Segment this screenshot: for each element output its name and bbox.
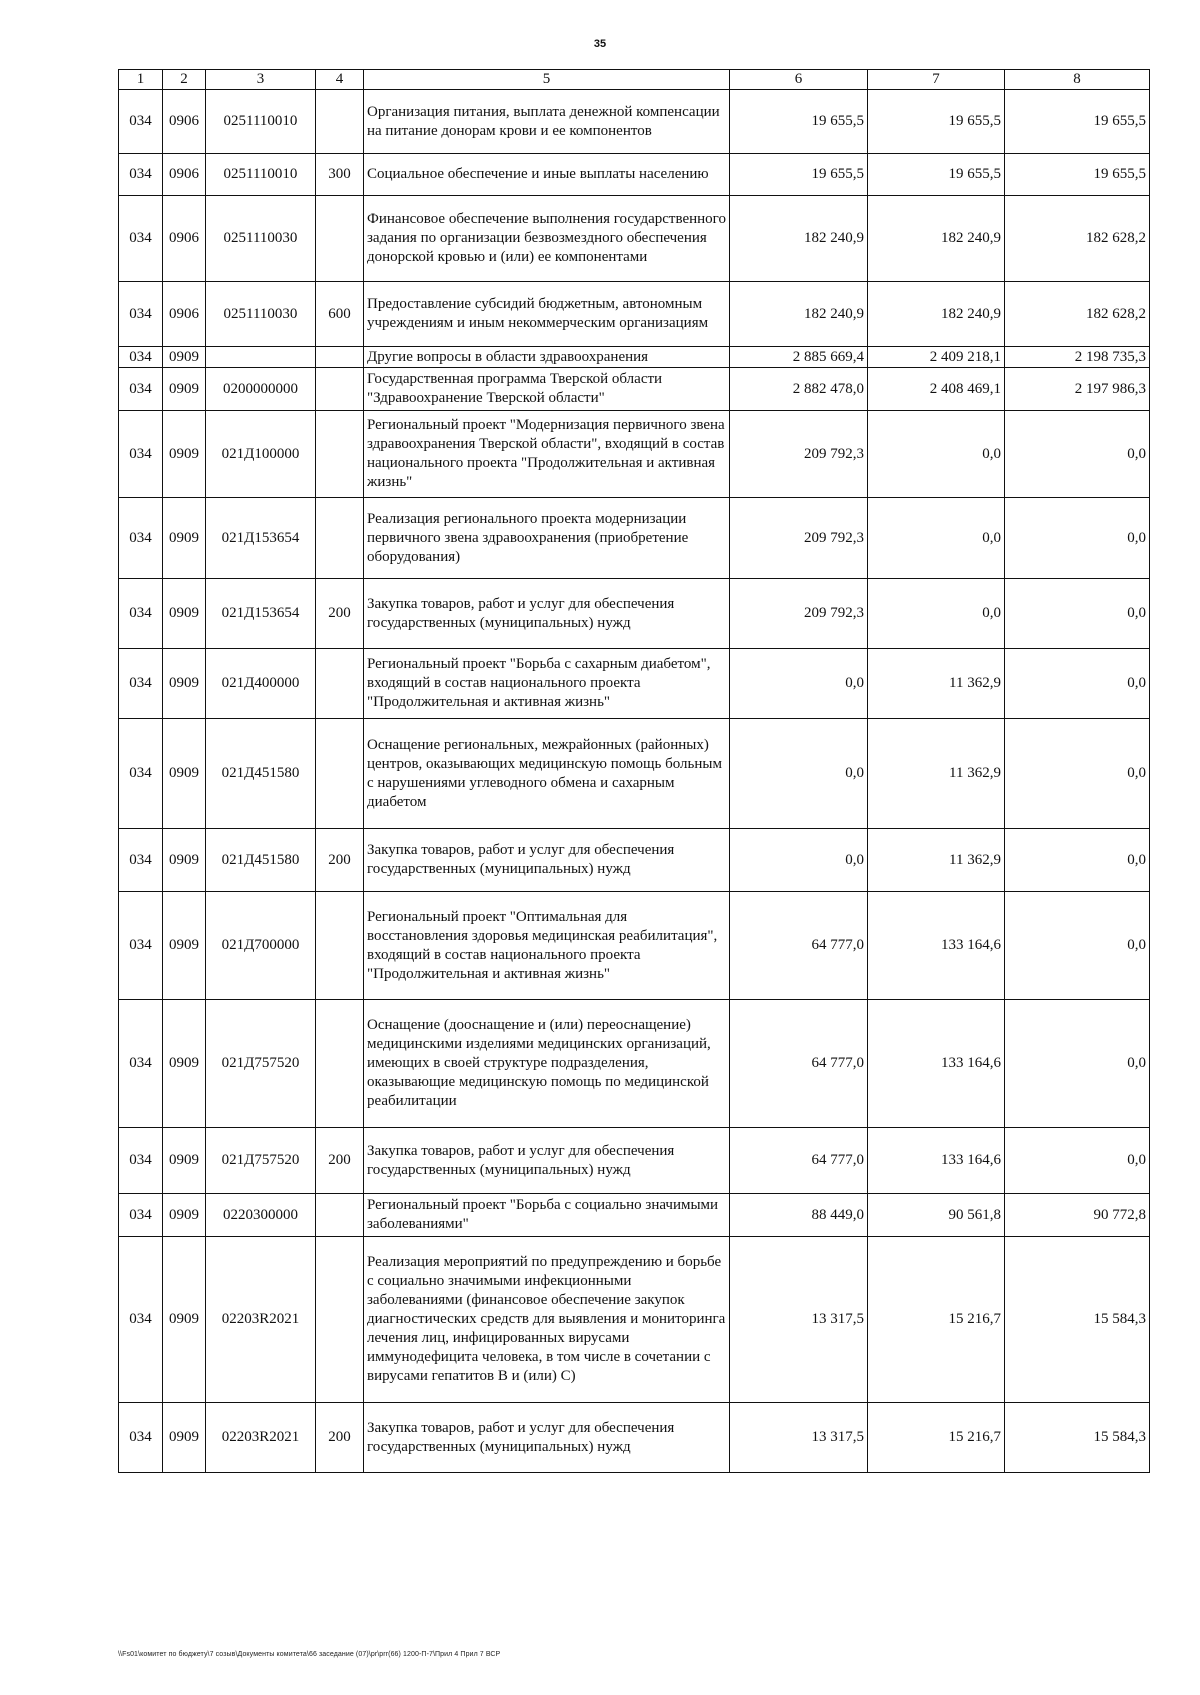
expense-type-code (316, 368, 364, 411)
item-description: Предоставление субсидий бюджетным, автономным учреждениям и иным некоммерческим организациям (364, 282, 730, 347)
table-row (119, 649, 1150, 719)
amount-col-7: 0,0 (868, 411, 1005, 498)
column-header: 1 (119, 70, 163, 90)
item-description: Оснащение региональных, межрайонных (районных) центров, оказывающих медицинскую помощь больным с нарушениями углеводного обмена и сахарным диабетом (364, 719, 730, 829)
ministry-code: 034 (119, 411, 163, 498)
amount-col-8: 15 584,3 (1005, 1403, 1150, 1473)
amount-col-6: 209 792,3 (730, 579, 868, 649)
target-article-code: 02203R2021 (206, 1237, 316, 1403)
amount-col-7: 11 362,9 (868, 719, 1005, 829)
item-description: Закупка товаров, работ и услуг для обеспечения государственных (муниципальных) нужд (364, 1403, 730, 1473)
item-description: Закупка товаров, работ и услуг для обеспечения государственных (муниципальных) нужд (364, 579, 730, 649)
item-description: Организация питания, выплата денежной компенсации на питание донорам крови и ее компонентов (364, 90, 730, 154)
amount-col-7: 0,0 (868, 498, 1005, 579)
ministry-code: 034 (119, 892, 163, 1000)
amount-col-7: 133 164,6 (868, 1128, 1005, 1194)
amount-col-8: 0,0 (1005, 411, 1150, 498)
expense-type-code: 200 (316, 1403, 364, 1473)
ministry-code: 034 (119, 1237, 163, 1403)
column-header: 3 (206, 70, 316, 90)
ministry-code: 034 (119, 282, 163, 347)
section-code: 0909 (163, 1403, 206, 1473)
amount-col-6: 0,0 (730, 649, 868, 719)
amount-col-7: 182 240,9 (868, 282, 1005, 347)
amount-col-6: 0,0 (730, 719, 868, 829)
amount-col-7: 133 164,6 (868, 892, 1005, 1000)
amount-col-6: 19 655,5 (730, 90, 868, 154)
table-row (119, 90, 1150, 154)
target-article-code: 021Д153654 (206, 579, 316, 649)
table-row (119, 1000, 1150, 1128)
table-row (119, 1128, 1150, 1194)
target-article-code: 021Д757520 (206, 1000, 316, 1128)
column-header: 7 (868, 70, 1005, 90)
column-header: 2 (163, 70, 206, 90)
amount-col-8: 0,0 (1005, 649, 1150, 719)
expense-type-code: 200 (316, 1128, 364, 1194)
target-article-code: 021Д451580 (206, 719, 316, 829)
section-code: 0909 (163, 1000, 206, 1128)
ministry-code: 034 (119, 498, 163, 579)
amount-col-8: 2 198 735,3 (1005, 347, 1150, 368)
target-article-code: 021Д400000 (206, 649, 316, 719)
table-row (119, 1403, 1150, 1473)
amount-col-7: 2 409 218,1 (868, 347, 1005, 368)
section-code: 0906 (163, 90, 206, 154)
section-code: 0909 (163, 368, 206, 411)
item-description: Социальное обеспечение и иные выплаты населению (364, 154, 730, 196)
section-code: 0906 (163, 196, 206, 282)
column-header: 8 (1005, 70, 1150, 90)
amount-col-8: 0,0 (1005, 1000, 1150, 1128)
amount-col-6: 2 882 478,0 (730, 368, 868, 411)
target-article-code (206, 347, 316, 368)
amount-col-8: 0,0 (1005, 892, 1150, 1000)
section-code: 0906 (163, 154, 206, 196)
amount-col-6: 64 777,0 (730, 1000, 868, 1128)
amount-col-8: 15 584,3 (1005, 1237, 1150, 1403)
amount-col-6: 209 792,3 (730, 498, 868, 579)
amount-col-8: 2 197 986,3 (1005, 368, 1150, 411)
section-code: 0909 (163, 892, 206, 1000)
expense-type-code (316, 892, 364, 1000)
ministry-code: 034 (119, 1128, 163, 1194)
column-number-row (119, 70, 1150, 90)
expense-type-code (316, 411, 364, 498)
amount-col-8: 0,0 (1005, 498, 1150, 579)
item-description: Финансовое обеспечение выполнения государственного задания по организации безвозмездного обеспечения донорской кровью и (или) ее компонентами (364, 196, 730, 282)
ministry-code: 034 (119, 579, 163, 649)
target-article-code: 0251110030 (206, 196, 316, 282)
item-description: Региональный проект "Модернизация первичного звена здравоохранения Тверской области", входящий в состав национального проекта "Продолжительная и активная жизнь" (364, 411, 730, 498)
ministry-code: 034 (119, 829, 163, 892)
amount-col-6: 182 240,9 (730, 282, 868, 347)
section-code: 0909 (163, 498, 206, 579)
item-description: Региональный проект "Борьба с социально значимыми заболеваниями" (364, 1194, 730, 1237)
expense-type-code (316, 498, 364, 579)
amount-col-6: 13 317,5 (730, 1403, 868, 1473)
item-description: Региональный проект "Оптимальная для восстановления здоровья медицинская реабилитация", входящий в состав национального проекта "Продолжительная и активная жизнь" (364, 892, 730, 1000)
amount-col-7: 11 362,9 (868, 649, 1005, 719)
ministry-code: 034 (119, 1194, 163, 1237)
ministry-code: 034 (119, 1000, 163, 1128)
table-row (119, 719, 1150, 829)
expense-type-code: 200 (316, 579, 364, 649)
amount-col-6: 0,0 (730, 829, 868, 892)
table-row (119, 892, 1150, 1000)
item-description: Реализация регионального проекта модернизации первичного звена здравоохранения (приобретение оборудования) (364, 498, 730, 579)
budget-table (118, 69, 1150, 1473)
amount-col-7: 15 216,7 (868, 1237, 1005, 1403)
amount-col-6: 64 777,0 (730, 1128, 868, 1194)
section-code: 0909 (163, 649, 206, 719)
section-code: 0909 (163, 1128, 206, 1194)
target-article-code: 021Д100000 (206, 411, 316, 498)
column-header: 5 (364, 70, 730, 90)
item-description: Реализация мероприятий по предупреждению и борьбе с социально значимыми инфекционными заболеваниями (финансовое обеспечение закупок диагностических средств для выявления и мониторинга лечения лиц, инфицированных вирусами иммунодефицита человека, в том числе в сочетании с вирусами гепатитов B и (или) C) (364, 1237, 730, 1403)
amount-col-7: 19 655,5 (868, 154, 1005, 196)
section-code: 0909 (163, 1194, 206, 1237)
amount-col-8: 90 772,8 (1005, 1194, 1150, 1237)
footer-file-path: \\Fs01\комитет по бюджету\7 созыв\Документы комитета\66 заседание (07)\pr\prr(66) 1200-П-7\Прил 4 Прил 7 ВСР (118, 1651, 501, 1658)
ministry-code: 034 (119, 649, 163, 719)
amount-col-8: 19 655,5 (1005, 90, 1150, 154)
target-article-code: 0200000000 (206, 368, 316, 411)
table-row (119, 411, 1150, 498)
amount-col-8: 19 655,5 (1005, 154, 1150, 196)
amount-col-6: 19 655,5 (730, 154, 868, 196)
ministry-code: 034 (119, 154, 163, 196)
amount-col-7: 2 408 469,1 (868, 368, 1005, 411)
expense-type-code (316, 1237, 364, 1403)
amount-col-6: 209 792,3 (730, 411, 868, 498)
target-article-code: 021Д451580 (206, 829, 316, 892)
amount-col-8: 0,0 (1005, 1128, 1150, 1194)
amount-col-6: 64 777,0 (730, 892, 868, 1000)
item-description: Другие вопросы в области здравоохранения (364, 347, 730, 368)
table-row (119, 347, 1150, 368)
section-code: 0909 (163, 829, 206, 892)
expense-type-code (316, 719, 364, 829)
expense-type-code (316, 196, 364, 282)
target-article-code: 0251110010 (206, 90, 316, 154)
amount-col-8: 182 628,2 (1005, 196, 1150, 282)
target-article-code: 0251110010 (206, 154, 316, 196)
ministry-code: 034 (119, 368, 163, 411)
amount-col-7: 0,0 (868, 579, 1005, 649)
page-number: 35 (593, 38, 607, 50)
amount-col-6: 182 240,9 (730, 196, 868, 282)
section-code: 0909 (163, 347, 206, 368)
amount-col-7: 11 362,9 (868, 829, 1005, 892)
expense-type-code: 200 (316, 829, 364, 892)
table-row (119, 1194, 1150, 1237)
item-description: Закупка товаров, работ и услуг для обеспечения государственных (муниципальных) нужд (364, 829, 730, 892)
target-article-code: 02203R2021 (206, 1403, 316, 1473)
amount-col-7: 19 655,5 (868, 90, 1005, 154)
amount-col-7: 133 164,6 (868, 1000, 1005, 1128)
amount-col-7: 182 240,9 (868, 196, 1005, 282)
item-description: Региональный проект "Борьба с сахарным диабетом", входящий в состав национального проекта "Продолжительная и активная жизнь" (364, 649, 730, 719)
target-article-code: 021Д153654 (206, 498, 316, 579)
expense-type-code (316, 649, 364, 719)
ministry-code: 034 (119, 1403, 163, 1473)
table-row (119, 368, 1150, 411)
expense-type-code: 300 (316, 154, 364, 196)
table-row (119, 579, 1150, 649)
expense-type-code (316, 347, 364, 368)
amount-col-6: 88 449,0 (730, 1194, 868, 1237)
table-row (119, 829, 1150, 892)
expense-type-code (316, 1000, 364, 1128)
amount-col-6: 2 885 669,4 (730, 347, 868, 368)
section-code: 0906 (163, 282, 206, 347)
ministry-code: 034 (119, 196, 163, 282)
target-article-code: 021Д757520 (206, 1128, 316, 1194)
table-row (119, 282, 1150, 347)
target-article-code: 0251110030 (206, 282, 316, 347)
table-row (119, 1237, 1150, 1403)
ministry-code: 034 (119, 719, 163, 829)
expense-type-code: 600 (316, 282, 364, 347)
amount-col-8: 182 628,2 (1005, 282, 1150, 347)
amount-col-6: 13 317,5 (730, 1237, 868, 1403)
column-header: 4 (316, 70, 364, 90)
item-description: Оснащение (дооснащение и (или) переоснащение) медицинскими изделиями медицинских организаций, имеющих в своей структуре подразделения, оказывающие медицинскую помощь по медицинской реабилитации (364, 1000, 730, 1128)
ministry-code: 034 (119, 90, 163, 154)
table-row (119, 498, 1150, 579)
section-code: 0909 (163, 1237, 206, 1403)
item-description: Закупка товаров, работ и услуг для обеспечения государственных (муниципальных) нужд (364, 1128, 730, 1194)
amount-col-8: 0,0 (1005, 829, 1150, 892)
amount-col-7: 15 216,7 (868, 1403, 1005, 1473)
amount-col-7: 90 561,8 (868, 1194, 1005, 1237)
section-code: 0909 (163, 579, 206, 649)
amount-col-8: 0,0 (1005, 719, 1150, 829)
amount-col-8: 0,0 (1005, 579, 1150, 649)
table-row (119, 196, 1150, 282)
column-header: 6 (730, 70, 868, 90)
section-code: 0909 (163, 411, 206, 498)
target-article-code: 0220300000 (206, 1194, 316, 1237)
section-code: 0909 (163, 719, 206, 829)
item-description: Государственная программа Тверской области "Здравоохранение Тверской области" (364, 368, 730, 411)
table-row (119, 154, 1150, 196)
expense-type-code (316, 90, 364, 154)
ministry-code: 034 (119, 347, 163, 368)
target-article-code: 021Д700000 (206, 892, 316, 1000)
expense-type-code (316, 1194, 364, 1237)
